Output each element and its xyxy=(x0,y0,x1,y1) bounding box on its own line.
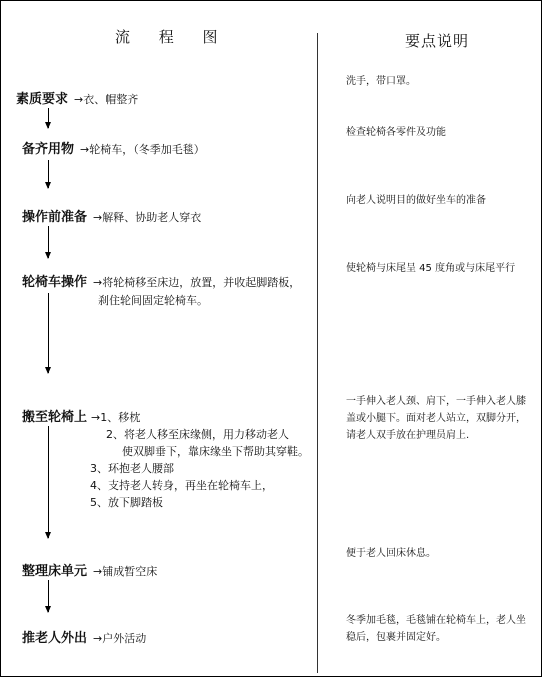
step-item: 使双脚垂下，靠床缘坐下帮助其穿鞋。 xyxy=(122,445,309,458)
flow-arrow xyxy=(48,160,49,188)
step-detail: →解释、协助老人穿衣 xyxy=(93,211,202,224)
step-title: 整理床单元 xyxy=(22,564,88,579)
note-quality: 洗手，带口罩。 xyxy=(346,76,416,87)
flow-arrow xyxy=(48,426,49,538)
step-push-outside xyxy=(22,627,146,646)
step-title: 搬至轮椅上 xyxy=(22,410,88,425)
step-title: 备齐用物 xyxy=(22,142,75,157)
step-title: 轮椅车操作 xyxy=(22,275,88,290)
step-item: 4、支持老人转身，再坐在轮椅车上， xyxy=(90,479,273,492)
step-detail: →1、移枕 xyxy=(91,411,141,424)
step-quality-requirements xyxy=(16,88,138,107)
step-move-to-wheelchair xyxy=(22,406,140,425)
note-lifting: 一手伸入老人颈、肩下，一手伸入老人膝盖或小腿下。面对老人站立，双脚分开，请老人双手放在护理员肩上. xyxy=(346,396,526,441)
step-tidy-bed xyxy=(22,560,157,579)
note-blanket: 冬季加毛毯，毛毯铺在轮椅车上，老人坐稳后，包裹并固定好。 xyxy=(346,615,526,643)
step-item: 5、放下脚踏板 xyxy=(90,496,163,509)
step-title: 操作前准备 xyxy=(22,210,88,225)
note-explain: 向老人说明目的做好坐车的准备 xyxy=(346,195,486,206)
step-title: 推老人外出 xyxy=(22,631,88,646)
flow-arrow xyxy=(48,293,49,373)
note-wheelchair-angle: 使轮椅与床尾呈 45 度角或与床尾平行 xyxy=(346,263,516,274)
note-check-wheelchair: 检查轮椅各零件及功能 xyxy=(346,127,446,138)
flowchart-heading: 流 程 图 xyxy=(115,28,230,46)
step-wheelchair-operation xyxy=(22,271,300,290)
step-detail-line2: 刹住轮间固定轮椅车。 xyxy=(98,294,208,307)
step-detail: →将轮椅移至床边，放置，并收起脚踏板， xyxy=(93,276,301,289)
flow-arrow xyxy=(48,226,49,258)
step-title: 素质要求 xyxy=(16,92,69,107)
flow-arrow xyxy=(48,108,49,128)
step-detail: →铺成暂空床 xyxy=(93,565,158,578)
step-item: 2、将老人移至床缘侧，用力移动老人 xyxy=(106,428,289,441)
step-prepare-items xyxy=(22,138,205,157)
step-pre-operation xyxy=(22,206,201,225)
column-divider xyxy=(317,33,318,673)
step-item: 3、环抱老人腰部 xyxy=(90,462,174,475)
step-detail: →户外活动 xyxy=(93,632,147,645)
flow-arrow xyxy=(48,580,49,612)
step-detail: →轮椅车，（冬季加毛毯） xyxy=(80,143,205,156)
notes-heading: 要点说明 xyxy=(405,32,470,50)
step-detail: →衣、帽整齐 xyxy=(74,93,139,106)
note-return-bed: 便于老人回床休息。 xyxy=(346,548,436,559)
